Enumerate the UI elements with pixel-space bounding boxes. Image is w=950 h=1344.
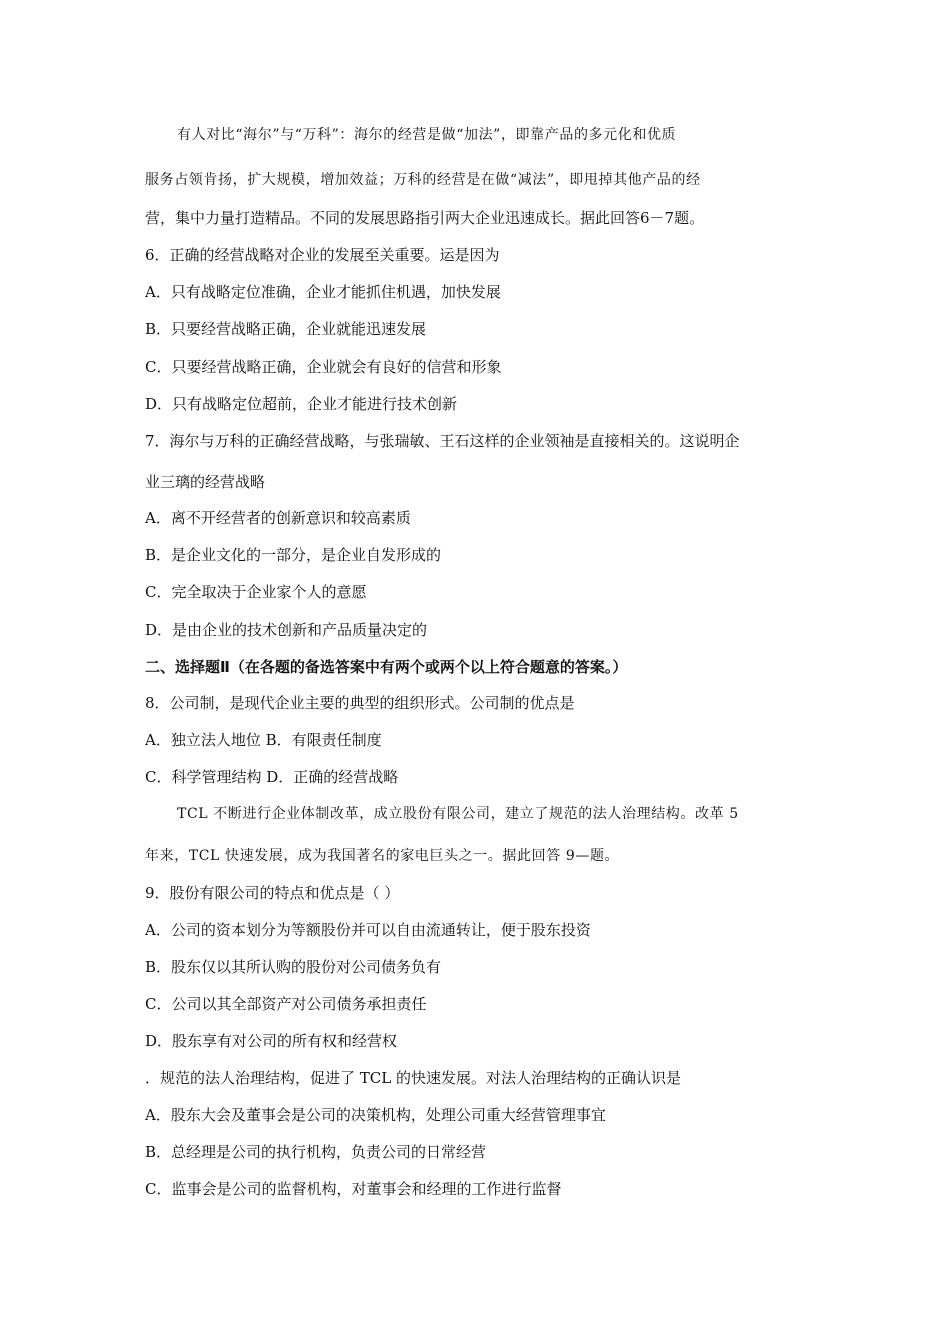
section-heading: 二、选择题Ⅱ（在各题的备选答案中有两个或两个以上符合题意的答案。） [145, 658, 628, 676]
passage-1-line-3: 营，集中力量打造精品。不同的发展思路指引两大企业迅速成长。据此回答6－7题。 [145, 209, 705, 227]
passage-1-line-2: 服务占领肯扬，扩大规模，增加效益；万科的经营是在做“减法”，即甩掉其他产品的经 [145, 172, 701, 188]
question-7-option-b: B．是企业文化的一部分，是企业自发形成的 [145, 546, 442, 564]
question-9-option-b: B．股东仅以其所认购的股份对公司债务负有 [145, 958, 442, 976]
question-6-option-b: B．只要经营战略正确，企业就能迅速发展 [145, 320, 427, 338]
question-6: 6．正确的经营战略对企业的发展至关重要。运是因为 [145, 246, 500, 264]
question-10-option-a: A．股东大会及董事会是公司的决策机构，处理公司重大经营管理事宜 [145, 1106, 606, 1124]
question-9-option-d: D．股东享有对公司的所有权和经营权 [145, 1032, 398, 1050]
passage-1-line-1: 有人对比“海尔”与“万科”：海尔的经营是做“加法”，即靠产品的多元化和优质 [177, 127, 677, 143]
question-8-options-cd: C．科学管理结构 D．正确的经营战略 [145, 768, 399, 786]
question-10: ．规范的法人治理结构，促进了 TCL 的快速发展。对法人治理结构的正确认识是 [145, 1069, 681, 1087]
question-8: 8．公司制，是现代企业主要的典型的组织形式。公司制的优点是 [145, 694, 575, 712]
passage-2-line-2: 年来，TCL 快速发展，成为我国著名的家电巨头之一。据此回答 9—题。 [145, 848, 620, 864]
question-9-option-a: A．公司的资本划分为等额股份并可以自由流通转让，便于股东投资 [145, 921, 591, 939]
question-7-option-a: A．离不开经营者的创新意识和较高素质 [145, 509, 411, 527]
question-7-option-c: C．完全取决于企业家个人的意愿 [145, 583, 367, 601]
question-6-option-d: D．只有战略定位超前，企业才能进行技术创新 [145, 395, 458, 413]
passage-2-line-1: TCL 不断进行企业体制改革，成立股份有限公司，建立了规范的法人治理结构。改革 5 [177, 806, 739, 822]
question-9: 9．股份有限公司的特点和优点是（ ） [145, 884, 400, 902]
question-8-options-ab: A．独立法人地位 B．有限责任制度 [145, 731, 382, 749]
question-6-option-a: A．只有战略定位准确，企业才能抓住机遇，加快发展 [145, 283, 501, 301]
question-9-option-c: C．公司以其全部资产对公司债务承担责任 [145, 995, 427, 1013]
question-10-option-b: B．总经理是公司的执行机构，负责公司的日常经营 [145, 1143, 487, 1161]
question-10-option-c: C．监事会是公司的监督机构，对董事会和经理的工作进行监督 [145, 1180, 562, 1198]
question-7-continued: 业三璃的经营战略 [145, 473, 266, 491]
question-6-option-c: C．只要经营战略正确，企业就会有良好的信营和形象 [145, 358, 502, 376]
question-7-option-d: D．是由企业的技术创新和产品质量决定的 [145, 621, 428, 639]
question-7: 7．海尔与万科的正确经营战略，与张瑞敏、王石这样的企业领袖是直接相关的。这说明企 [145, 432, 740, 450]
